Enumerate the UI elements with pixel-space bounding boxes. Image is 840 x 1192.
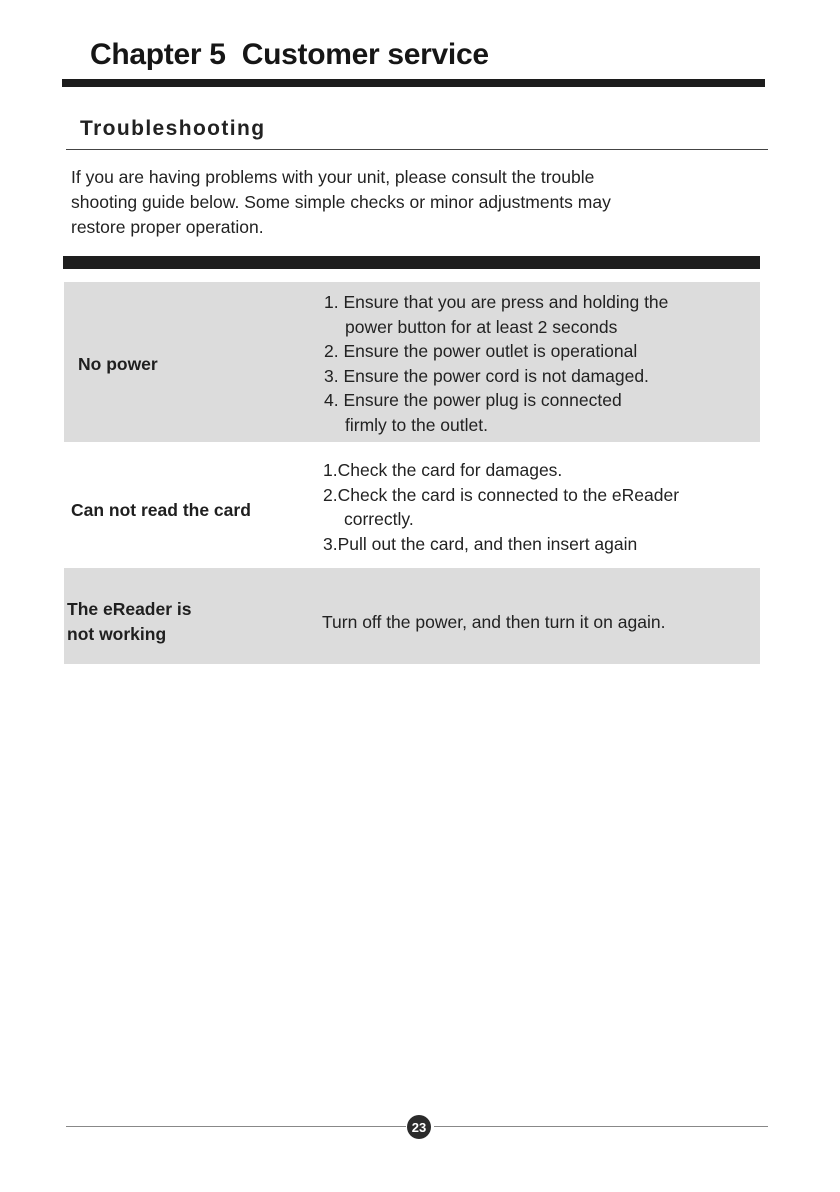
solution-step [323,483,679,532]
solution-step [324,388,668,437]
intro-line: shooting guide below. Some simple checks or minor adjustments may [71,192,611,212]
problem-label [78,352,158,377]
step-line: 1. Ensure that you are press and holding the [324,292,669,312]
problem-label [71,498,251,523]
solution-step [322,610,665,635]
solution-step [324,290,668,339]
solution-list [324,290,668,437]
intro-line: If you are having problems with your unit, please consult the trouble [71,167,595,187]
troubleshoot-row-no-power [64,282,760,442]
step-line: 4. Ensure the power plug is connected [324,390,622,410]
solution-step [324,339,668,364]
problem-line: No power [78,354,158,374]
step-line: 3. Ensure the power cord is not damaged. [324,365,649,386]
problem-label [67,597,192,647]
problem-line: not working [67,624,167,644]
page-number-badge: 23 [407,1115,431,1139]
section-rule [66,149,768,150]
chapter-title: Chapter 5 Customer service [90,38,489,71]
troubleshoot-row-ereader [64,568,760,664]
step-line: correctly. [344,509,414,529]
step-line: power button for at least 2 seconds [345,316,618,337]
solution-step [323,458,679,483]
step-line: 3.Pull out the card, and then insert again [323,533,638,554]
solution-list [323,458,679,556]
step-line: 1.Check the card for damages. [323,460,563,480]
step-line: 2.Check the card is connected to the eReader [323,484,680,505]
solution-step [324,364,668,389]
footer-rule-right [434,1126,768,1127]
section-title: Troubleshooting [80,117,266,140]
step-line: Turn off the power, and then turn it on again. [322,612,666,632]
solution-list [322,610,665,635]
problem-line: Can not read the card [71,500,251,520]
intro-line: restore proper operation. [71,217,264,237]
solution-step [323,532,679,557]
table-header-bar [63,256,760,269]
problem-line: The eReader is [67,599,192,619]
footer-rule-left [66,1126,406,1127]
step-line: 2. Ensure the power outlet is operational [324,341,638,361]
troubleshoot-row-card [64,452,760,560]
step-line: firmly to the outlet. [345,414,488,435]
chapter-rule [62,79,765,87]
intro-paragraph [71,165,751,240]
